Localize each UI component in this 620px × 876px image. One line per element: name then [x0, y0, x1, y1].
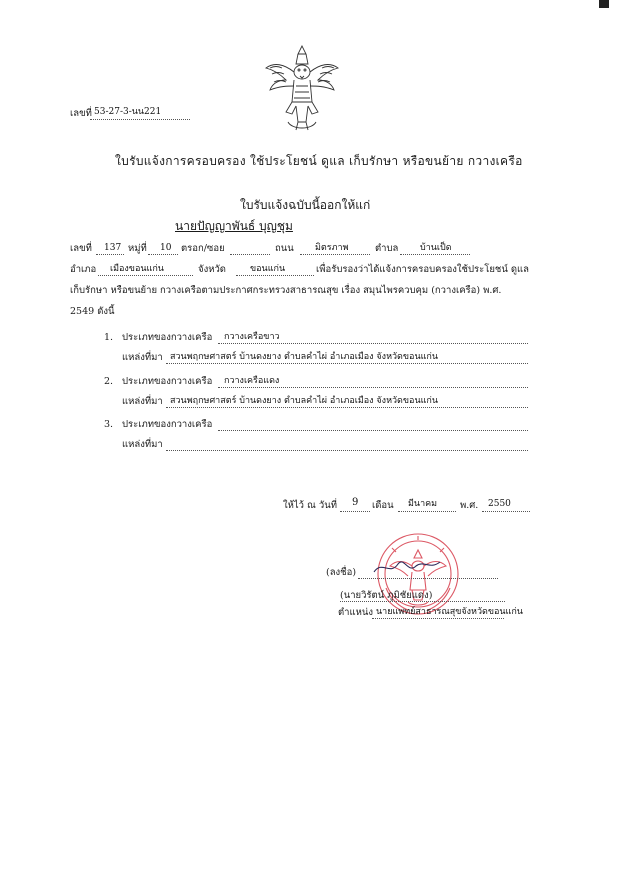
item-2-type-value: กวางเครือแดง [224, 376, 280, 386]
signature-scribble-icon [372, 556, 442, 578]
item-2-location-value: สวนพฤกษศาสตร์ บ้านดงยาง ตำบลคำไผ่ อำเภอเมือง จังหวัดขอนแก่น [170, 396, 439, 406]
owner-name: นายปัญญาพันธ์ บุญชุม [175, 219, 293, 233]
item-3-location-dotline [166, 450, 528, 451]
signer-name-dotline [340, 601, 505, 602]
item-1-location-value: สวนพฤกษศาสตร์ บ้านดงยาง ตำบลคำไผ่ อำเภอเมือง จังหวัดขอนแก่น [170, 352, 439, 362]
moo-value: 10 [160, 243, 172, 253]
district-dotline [98, 275, 193, 276]
month-label: เดือน [372, 500, 394, 511]
item-2-type-label: ประเภทของกวางเครือ [122, 376, 213, 387]
item-3-type-label: ประเภทของกวางเครือ [122, 419, 213, 430]
subdistrict-value: บ้านเป็ด [420, 243, 452, 253]
signer-name: (นายวิรัตน์ ภูมิชัยแดง) [340, 590, 433, 601]
province-label: จังหวัด [198, 264, 226, 275]
doc-number-value: 53-27-3-นน221 [94, 107, 162, 117]
corner-mark [599, 0, 609, 8]
province-dotline [236, 275, 314, 276]
year-label: พ.ศ. [460, 500, 479, 511]
item-2-location-dotline [166, 407, 528, 408]
item-2-location-label: แหล่งที่มา [122, 396, 163, 407]
position-dotline [372, 618, 504, 619]
item-2-type-dotline [218, 387, 528, 388]
house-no-dotline [96, 254, 124, 255]
item-3-type-dotline [218, 430, 528, 431]
soi-dotline [230, 254, 270, 255]
garuda-emblem-icon [262, 42, 342, 134]
subdistrict-label: ตำบล [375, 243, 399, 254]
day-value: 9 [352, 497, 359, 508]
subdistrict-dotline [400, 254, 470, 255]
road-label: ถนน [275, 243, 294, 254]
doc-number-label: เลขที่ [70, 108, 92, 119]
purpose-line2: เก็บรักษา หรือขนย้าย กวางเครือตามประกาศกระทรวงสาธารณสุข เรื่อง สมุนไพรควบคุม (กวางเครือ) พ.ศ. [70, 285, 502, 296]
position-value: นายแพทย์สาธารณสุขจังหวัดขอนแก่น [376, 607, 523, 617]
road-value: มิตรภาพ [315, 243, 349, 253]
province-value: ขอนแก่น [250, 264, 286, 274]
item-1-location-label: แหล่งที่มา [122, 352, 163, 363]
road-dotline [300, 254, 370, 255]
year-dotline [482, 511, 530, 512]
sign-dotline [358, 578, 498, 579]
item-1-number: 1. [104, 332, 114, 343]
document-subtitle: ใบรับแจ้งฉบับนี้ออกให้แก่ [240, 198, 371, 212]
day-dotline [340, 511, 370, 512]
item-3-location-label: แหล่งที่มา [122, 439, 163, 450]
sign-label: (ลงชื่อ) [326, 567, 357, 578]
district-value: เมืองขอนแก่น [110, 264, 164, 274]
doc-number-dotline [90, 119, 190, 120]
month-dotline [398, 511, 456, 512]
house-no-label: เลขที่ [70, 243, 92, 254]
soi-label: ตรอก/ซอย [181, 243, 225, 254]
purpose-text: เพื่อรับรองว่าได้แจ้งการครอบครองใช้ประโยชน์ ดูแล [316, 264, 529, 275]
moo-dotline [148, 254, 178, 255]
position-label: ตำแหน่ง [338, 607, 374, 618]
district-label: อำเภอ [70, 264, 97, 275]
item-1-type-value: กวางเครือขาว [224, 332, 280, 342]
house-no-value: 137 [104, 243, 122, 253]
item-1-location-dotline [166, 363, 528, 364]
item-2-number: 2. [104, 376, 114, 387]
item-1-type-label: ประเภทของกวางเครือ [122, 332, 213, 343]
date-given-at: ให้ไว้ ณ วันที่ [283, 500, 337, 511]
moo-label: หมู่ที่ [128, 243, 147, 254]
document-title: ใบรับแจ้งการครอบครอง ใช้ประโยชน์ ดูแล เก็บรักษา หรือขนย้าย กวางเครือ [115, 154, 523, 168]
item-1-type-dotline [218, 343, 528, 344]
month-value: มีนาคม [408, 499, 438, 509]
year-value: 2550 [488, 499, 511, 509]
item-3-number: 3. [104, 419, 114, 430]
purpose-line3: 2549 ดังนี้ [70, 306, 115, 317]
